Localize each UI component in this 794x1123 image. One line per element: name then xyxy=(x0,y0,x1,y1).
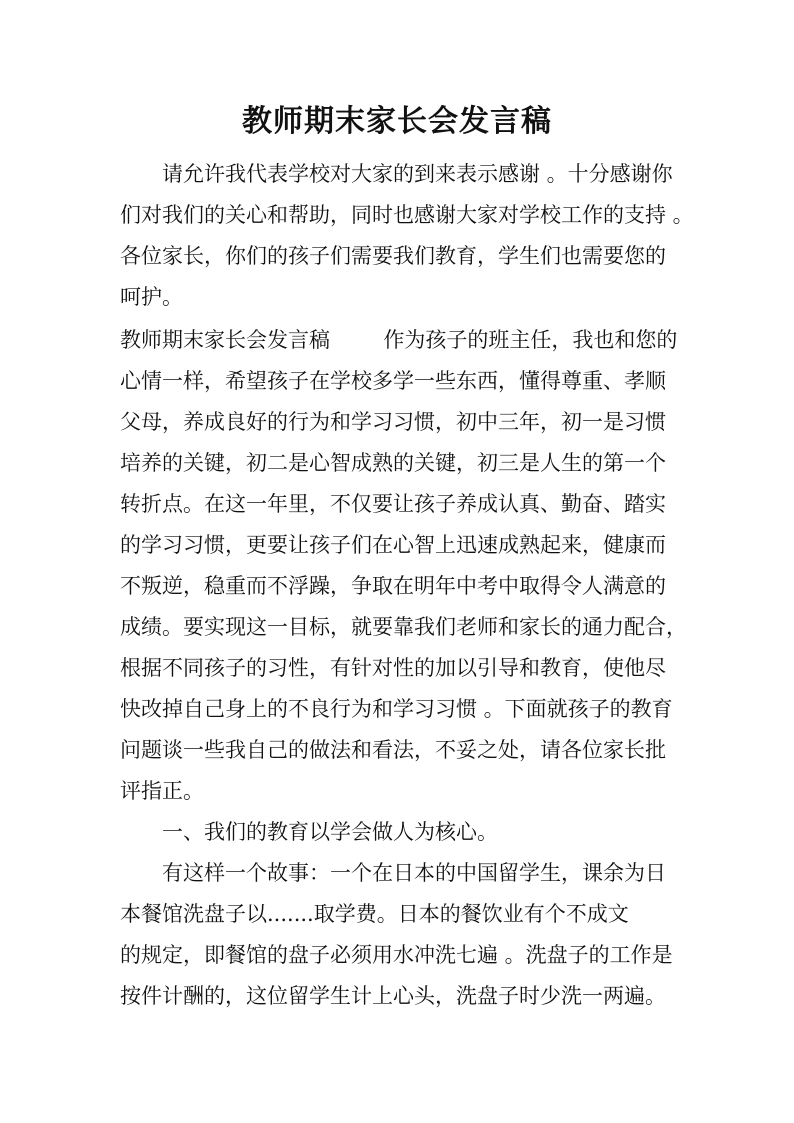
paragraph-line: 教师期末家长会发言稿 作为孩子的班主任，我也和您的 xyxy=(120,328,678,352)
paragraph-line: 父母，养成良好的行为和学习习惯，初中三年，初一是习惯 xyxy=(120,410,666,434)
paragraph-line: 请允许我代表学校对大家的到来表示感谢 。十分感谢你 xyxy=(162,162,673,186)
paragraph-line: 问题谈一些我自己的做法和看法，不妥之处，请各位家长批 xyxy=(120,738,666,762)
paragraph-line: 本餐馆洗盘子以.......取学费。日本的餐饮业有个不成文 xyxy=(120,902,629,926)
document-title: 教师期末家长会发言稿 xyxy=(242,104,552,139)
paragraph-line: 培养的关键，初二是心智成熟的关键，初三是人生的第一个 xyxy=(120,451,666,475)
paragraph-line: 呵护。 xyxy=(120,285,183,309)
paragraph-line: 根据不同孩子的习性，有针对性的加以引导和教育，使他尽 xyxy=(120,656,666,680)
paragraph-line: 转折点。在这一年里，不仅要让孩子养成认真、勤奋、踏实 xyxy=(120,492,666,516)
paragraph-line: 评指正。 xyxy=(120,779,204,803)
paragraph-line: 心情一样，希望孩子在学校多学一些东西，懂得尊重、孝顺 xyxy=(120,369,666,393)
paragraph-line: 成绩。要实现这一目标，就要靠我们老师和家长的通力配合， xyxy=(120,615,687,639)
paragraph-line: 有这样一个故事：一个在日本的中国留学生，课余为日 xyxy=(162,861,666,885)
paragraph-line: 不叛逆，稳重而不浮躁，争取在明年中考中取得令人满意的 xyxy=(120,574,666,598)
paragraph-line: 各位家长，你们的孩子们需要我们教育，学生们也需要您的 xyxy=(120,244,666,268)
paragraph-line: 快改掉自己身上的不良行为和学习习惯 。下面就孩子的教育 xyxy=(120,697,673,721)
paragraph-line: 的规定，即餐馆的盘子必须用水冲洗七遍 。洗盘子的工作是 xyxy=(120,943,673,967)
paragraph-line: 按件计酬的，这位留学生计上心头，洗盘子时少洗一两遍。 xyxy=(120,984,666,1008)
paragraph-line: 们对我们的关心和帮助，同时也感谢大家对学校工作的支持 。 xyxy=(120,203,694,227)
section-heading: 一、我们的教育以学会做人为核心。 xyxy=(162,820,498,844)
paragraph-line: 的学习习惯，更要让孩子们在心智上迅速成熟起来，健康而 xyxy=(120,533,666,557)
